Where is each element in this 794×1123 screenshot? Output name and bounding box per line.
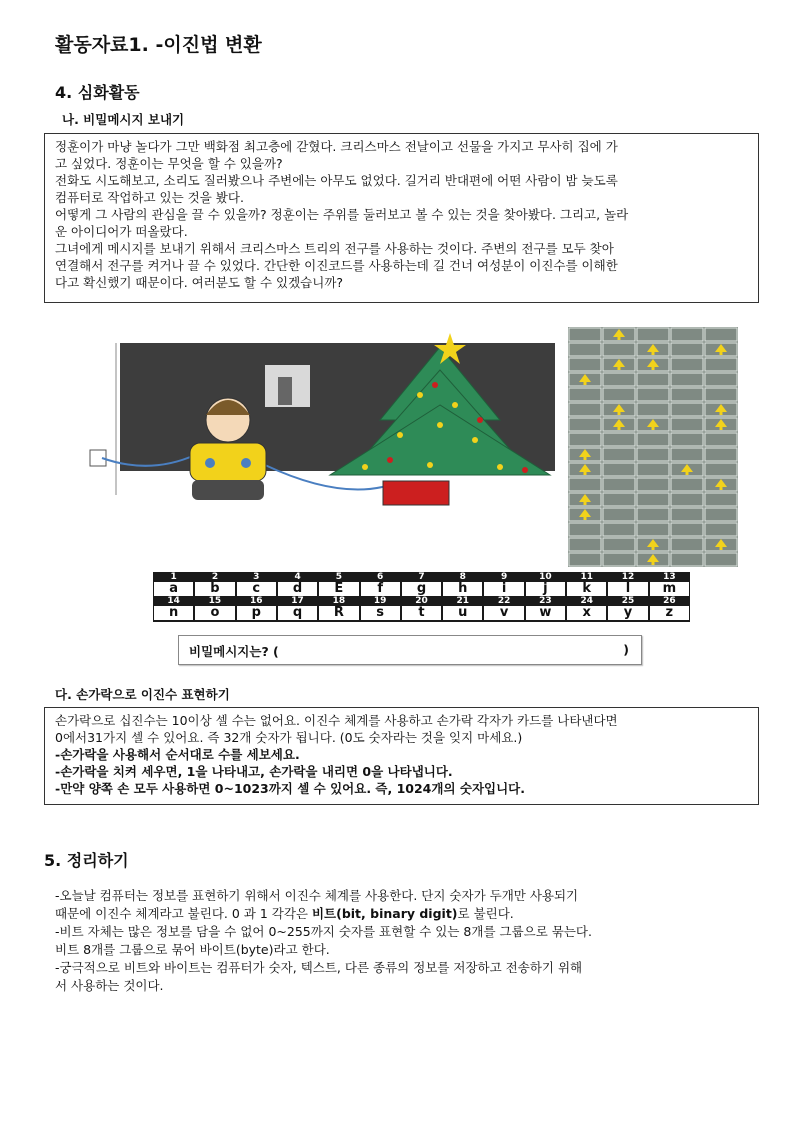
alphabet-letter: h <box>443 582 482 596</box>
alphabet-number: 7 <box>418 572 425 582</box>
tree-light-trunk <box>618 427 621 430</box>
alphabet-letter: v <box>484 606 523 620</box>
summary-line: 비트 8개를 그룹으로 묶어 바이트(byte)라고 한다. <box>55 942 330 957</box>
story-line: 전화도 시도해보고, 소리도 질러봤으나 주변에는 아무도 없었다. 길거리 반대편에 어떤 사람이 밤 늦도록 <box>55 173 618 188</box>
answer-close-paren: ) <box>623 642 629 657</box>
summary-line-part: 때문에 이진수 체계라고 불린다. 0 과 1 각각은 <box>55 906 312 921</box>
summary-line: -오늘날 컴퓨터는 정보를 표현하기 위해서 이진수 체계를 사용한다. 단지 숫자가 두개만 사용되기 <box>55 888 579 903</box>
alphabet-number: 18 <box>332 596 346 606</box>
finger-line: 0에서31가지 셀 수 있어요. 즉 32개 숫자가 됩니다. (0도 숫자라는 것을 잊지 마세요.) <box>55 730 523 745</box>
story-line: 그녀에게 메시지를 보내기 위해서 크리스마스 트리의 전구를 사용하는 것이다. 주변의 전구를 모두 찾아 <box>55 241 614 256</box>
alphabet-letter: y <box>608 606 647 620</box>
alphabet-letter: f <box>361 582 400 596</box>
page-title: 활동자료1. -이진법 변환 <box>55 34 262 56</box>
finger-line: 손가락으로 십진수는 10이상 셀 수는 없어요. 이진수 체계를 사용하고 손가락 각자가 카드를 나타낸다면 <box>55 713 618 728</box>
alphabet-letter: c <box>237 582 276 596</box>
tree-pot <box>383 481 449 505</box>
tree-light-trunk <box>584 517 587 520</box>
alphabet-letter: x <box>567 606 606 620</box>
tree-light-trunk <box>720 547 723 550</box>
summary-line-part: 로 불린다. <box>457 906 514 921</box>
summary-line <box>55 905 725 923</box>
alphabet-letter: m <box>650 582 689 596</box>
alphabet-number-table <box>153 572 690 622</box>
alphabet-number: 12 <box>621 572 635 582</box>
alphabet-letter: s <box>361 606 400 620</box>
alphabet-letter: d <box>278 582 317 596</box>
alphabet-number: 15 <box>208 596 222 606</box>
answer-label: 비밀메시지는? ( <box>189 644 279 659</box>
summary-line: -궁극적으로 비트와 바이트는 컴퓨터가 숫자, 텍스트, 다른 종류의 정보를 저장하고 전송하기 위해 <box>55 960 583 975</box>
alphabet-number: 25 <box>621 596 635 606</box>
alphabet-number: 10 <box>539 572 552 582</box>
binary-light-grid <box>568 327 738 567</box>
story-line: 컴퓨터로 작업하고 있는 것을 봤다. <box>55 190 244 205</box>
finger-bold-line: -손가락을 치켜 세우면, 1을 나타내고, 손가락을 내리면 0을 나타냅니다. <box>55 764 453 779</box>
tree-light-trunk <box>584 457 587 460</box>
summary-text <box>55 887 725 995</box>
tree-light-trunk <box>584 382 587 385</box>
alphabet-letter: i <box>484 582 523 596</box>
boy-sweater <box>190 443 266 481</box>
tree-light-trunk <box>652 562 655 565</box>
story-line: 고 싶었다. 정훈이는 무엇을 할 수 있을까? <box>55 156 283 171</box>
alphabet-number: 2 <box>211 572 219 582</box>
alphabet-number: 14 <box>167 596 180 606</box>
alphabet-number: 3 <box>253 572 260 582</box>
tree-light-trunk <box>652 547 655 550</box>
subheading-secret-message: 나. 비밀메시지 보내기 <box>62 112 185 127</box>
alphabet-letter: b <box>195 582 234 596</box>
alphabet-letter: p <box>237 606 276 620</box>
tree-light-trunk <box>720 412 723 415</box>
alphabet-number: 19 <box>373 596 387 606</box>
story-line: 다고 확신했기 때문이다. 여러분도 할 수 있겠습니까? <box>55 275 344 290</box>
story-line: 어떻게 그 사람의 관심을 끌 수 있을까? 정훈이는 주위를 둘러보고 볼 수 있는 것을 찾아봤다. 그리고, 놀라 <box>55 207 629 222</box>
finger-box <box>44 707 759 805</box>
alphabet-number: 6 <box>377 572 384 582</box>
tree-light-trunk <box>686 472 689 475</box>
alphabet-letter: w <box>526 606 565 620</box>
alphabet-letter: n <box>154 606 193 620</box>
alphabet-letter: z <box>650 606 689 620</box>
alphabet-number: 5 <box>335 572 342 582</box>
story-box <box>44 133 759 303</box>
story-line: 운 아이디어가 떠올랐다. <box>55 224 188 239</box>
tree-light-trunk <box>652 427 655 430</box>
alphabet-number: 16 <box>249 596 263 606</box>
alphabet-number: 22 <box>497 596 511 606</box>
alphabet-number: 24 <box>580 596 593 606</box>
alphabet-letter: R <box>319 606 358 620</box>
summary-line: 서 사용하는 것이다. <box>55 978 164 993</box>
alphabet-number: 23 <box>539 596 552 606</box>
summary-line: -비트 자체는 많은 정보를 담을 수 없어 0~255까지 숫자를 표현할 수 있는 8개를 그룹으로 묶는다. <box>55 924 592 939</box>
secret-message-answer-box[interactable] <box>178 635 642 665</box>
alphabet-letter: a <box>154 582 193 596</box>
alphabet-letter: l <box>608 582 647 596</box>
tree-light-trunk <box>652 367 655 370</box>
alphabet-letter: u <box>443 606 482 620</box>
christmas-tree-illustration <box>80 325 560 565</box>
alphabet-letter: o <box>195 606 234 620</box>
finger-bold-line: -만약 양쪽 손 모두 사용하면 0~1023까지 셀 수 있어요. 즉, 1024개의 숫자입니다. <box>55 781 526 796</box>
tree-light-trunk <box>720 352 723 355</box>
alphabet-number: 11 <box>580 572 593 582</box>
bit-term: 비트(bit, binary digit) <box>311 906 458 921</box>
alphabet-letter: j <box>526 582 565 596</box>
section-5-heading: 5. 정리하기 <box>44 851 129 870</box>
section-4-heading: 4. 심화활동 <box>55 83 140 102</box>
tree-light-trunk <box>584 472 587 475</box>
alphabet-number: 1 <box>170 572 177 582</box>
finger-bold-line: -손가락을 사용해서 순서대로 수를 세보세요. <box>55 747 300 762</box>
alphabet-letter: g <box>402 582 441 596</box>
tree-light-trunk <box>720 427 723 430</box>
alphabet-number: 13 <box>663 572 676 582</box>
alphabet-letter: q <box>278 606 317 620</box>
story-line: 연결해서 전구를 켜거나 끌 수 있었다. 간단한 이진코드를 사용하는데 길 건너 여성분이 이진수를 이해한 <box>55 258 618 273</box>
alphabet-number: 20 <box>415 596 428 606</box>
tree-light-trunk <box>584 502 587 505</box>
alphabet-number: 4 <box>294 572 301 582</box>
alphabet-letter: t <box>402 606 441 620</box>
subheading-finger-binary: 다. 손가락으로 이진수 표현하기 <box>55 687 230 702</box>
alphabet-letter: E <box>319 582 358 596</box>
tree-light-trunk <box>618 412 621 415</box>
alphabet-number: 9 <box>500 572 508 582</box>
story-line: 정훈이가 마냥 놀다가 그만 백화점 최고층에 갇혔다. 크리스마스 전날이고 선물을 가지고 무사히 집에 가 <box>55 139 618 154</box>
tree-light-trunk <box>618 367 621 370</box>
tree-light-trunk <box>652 352 655 355</box>
alphabet-number: 8 <box>459 572 466 582</box>
tree-light-trunk <box>720 487 723 490</box>
alphabet-letter: k <box>567 582 606 596</box>
alphabet-number: 21 <box>456 596 470 606</box>
tree-light-trunk <box>618 337 621 340</box>
alphabet-number: 26 <box>663 596 676 606</box>
alphabet-number: 17 <box>291 596 304 606</box>
